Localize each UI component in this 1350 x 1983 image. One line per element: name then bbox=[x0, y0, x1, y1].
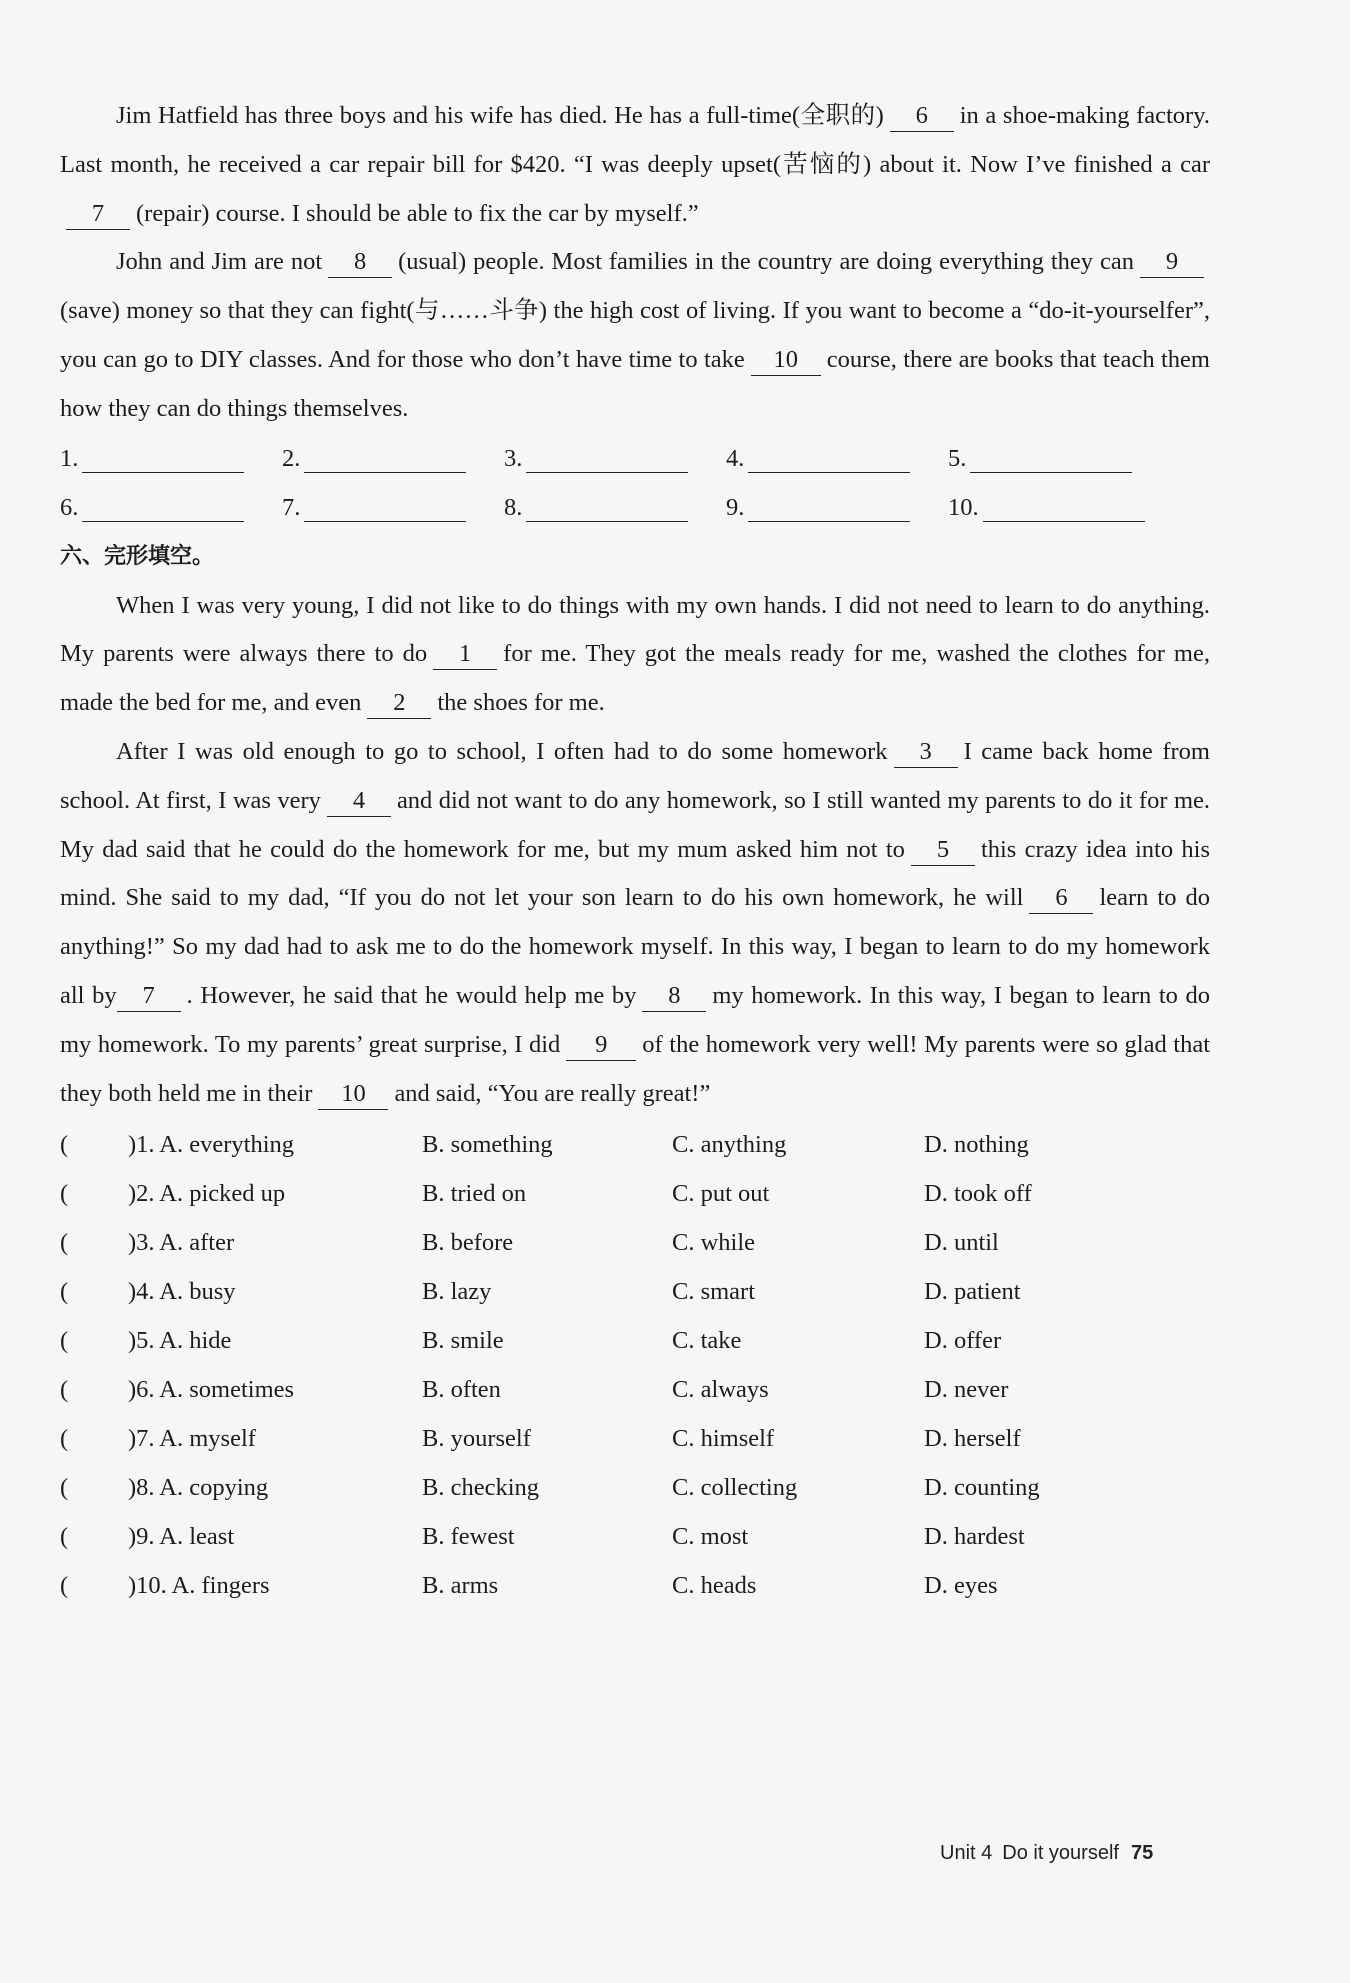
option-c[interactable]: C. collecting bbox=[672, 1473, 798, 1501]
cloze-text: of the homework very well! My parents were so glad that they both held me in their bbox=[60, 1030, 1210, 1107]
page-footer bbox=[940, 1842, 1153, 1865]
option-b[interactable]: B. arms bbox=[422, 1571, 499, 1599]
cloze-paragraph-2 bbox=[60, 728, 1210, 1118]
cloze-paragraph-1 bbox=[60, 582, 1210, 728]
cloze-blank-7: 7 bbox=[117, 981, 181, 1012]
answer-number: 5. bbox=[948, 444, 967, 472]
option-d[interactable]: D. eyes bbox=[924, 1571, 998, 1599]
passage-text: (repair) course. I should be able to fix the car by myself.” bbox=[136, 199, 699, 227]
answer-number: 7. bbox=[282, 493, 301, 521]
footer-title: Do it yourself bbox=[1002, 1842, 1119, 1864]
option-d[interactable]: D. nothing bbox=[924, 1130, 1029, 1158]
option-d[interactable]: D. took off bbox=[924, 1179, 1032, 1207]
cloze-options bbox=[60, 1120, 1210, 1610]
option-b[interactable]: B. something bbox=[422, 1130, 553, 1158]
cloze-text: my homework. In this way, I began to learn to do my homework. To my parents’ great surprise, I did bbox=[60, 981, 1210, 1058]
cloze-text: learn to do anything!” So my dad had to ask me to do the homework myself. In this way, I began to learn to do my homework all by bbox=[60, 884, 1210, 1009]
cloze-blank-4: 4 bbox=[327, 786, 391, 817]
option-d[interactable]: D. offer bbox=[924, 1326, 1002, 1354]
option-b[interactable]: B. often bbox=[422, 1375, 501, 1403]
option-a[interactable]: )1. A. everything bbox=[128, 1130, 295, 1158]
option-c[interactable]: C. put out bbox=[672, 1179, 770, 1207]
question-stem bbox=[60, 1278, 422, 1306]
option-d[interactable]: D. never bbox=[924, 1375, 1009, 1403]
answer-line bbox=[304, 452, 466, 473]
passage-text: course, there are books that teach them how they can do things themselves. bbox=[60, 345, 1210, 422]
answer-slot[interactable] bbox=[726, 445, 948, 483]
answer-slot[interactable] bbox=[282, 494, 504, 532]
option-c[interactable]: C. himself bbox=[672, 1424, 775, 1452]
option-c[interactable]: C. most bbox=[672, 1522, 749, 1550]
option-c[interactable]: C. smart bbox=[672, 1277, 756, 1305]
answer-number: 6. bbox=[60, 493, 79, 521]
answer-number: 2. bbox=[282, 444, 301, 472]
cloze-blank-9: 9 bbox=[566, 1030, 636, 1061]
cloze-text: this crazy idea into his mind. She said to my dad, “If you do not let your son learn to do his own homework, he will bbox=[60, 835, 1210, 912]
cloze-text: When I was very young, I did not like to do things with my own hands. I did not need to learn to do anything. My parents were always there to do bbox=[60, 591, 1210, 668]
option-a[interactable]: )4. A. busy bbox=[128, 1277, 236, 1305]
section-title: 六、完形填空。 bbox=[60, 543, 215, 569]
passage-text: John and Jim are not bbox=[116, 248, 323, 276]
answer-paren[interactable]: ( bbox=[60, 1326, 69, 1354]
page-content bbox=[60, 92, 1210, 1610]
answer-slot[interactable] bbox=[948, 494, 1170, 532]
cloze-text: the shoes for me. bbox=[437, 689, 605, 717]
question-stem bbox=[60, 1180, 422, 1208]
answer-paren[interactable]: ( bbox=[60, 1375, 69, 1403]
option-c[interactable]: C. take bbox=[672, 1326, 742, 1354]
cloze-blank-1: 1 bbox=[433, 639, 497, 670]
cloze-text: and said, “You are really great!” bbox=[394, 1079, 711, 1107]
answer-row bbox=[60, 434, 1210, 483]
option-a[interactable]: )10. A. fingers bbox=[128, 1571, 270, 1599]
answer-number: 4. bbox=[726, 444, 745, 472]
cloze-text: for me. They got the meals ready for me, washed the clothes for me, made the bed for me, and even bbox=[60, 640, 1210, 717]
cloze-text: and did not want to do any homework, so I still wanted my parents to do it for me. My dad said that he could do the homework for me, but my mum asked him not to bbox=[60, 786, 1210, 863]
answer-paren[interactable]: ( bbox=[60, 1179, 69, 1207]
option-a[interactable]: )3. A. after bbox=[128, 1228, 235, 1256]
answer-lines bbox=[60, 434, 1210, 532]
option-row bbox=[60, 1365, 1210, 1414]
option-d[interactable]: D. herself bbox=[924, 1424, 1021, 1452]
question-stem bbox=[60, 1229, 422, 1257]
option-b[interactable]: B. checking bbox=[422, 1473, 540, 1501]
option-row bbox=[60, 1463, 1210, 1512]
answer-number: 8. bbox=[504, 493, 523, 521]
passage-text: in a shoe-making factory. Last month, he received a car repair bill for $420. “I was deeply upset(苦恼的) about it. Now I’ve finished a car bbox=[60, 102, 1210, 178]
blank-6: 6 bbox=[890, 101, 954, 132]
option-row bbox=[60, 1169, 1210, 1218]
passage-paragraph-1 bbox=[60, 92, 1210, 238]
option-d[interactable]: D. counting bbox=[924, 1473, 1040, 1501]
blank-8: 8 bbox=[328, 247, 392, 278]
option-a[interactable]: )9. A. least bbox=[128, 1522, 235, 1550]
footer-unit: Unit 4 bbox=[940, 1842, 993, 1864]
answer-line bbox=[82, 501, 244, 522]
answer-paren[interactable]: ( bbox=[60, 1522, 69, 1550]
blank-10: 10 bbox=[751, 345, 821, 376]
answer-slot[interactable] bbox=[60, 445, 282, 483]
passage-paragraph-2 bbox=[60, 238, 1210, 433]
cloze-text: . However, he said that he would help me by bbox=[186, 981, 637, 1009]
answer-line bbox=[748, 501, 910, 522]
answer-line bbox=[526, 501, 688, 522]
option-c[interactable]: C. always bbox=[672, 1375, 769, 1403]
answer-paren[interactable]: ( bbox=[60, 1228, 69, 1256]
passage-text: (usual) people. Most families in the country are doing everything they can bbox=[398, 248, 1134, 276]
cloze-blank-2: 2 bbox=[367, 688, 431, 719]
passage-text: (save) money so that they can fight(与……斗争) the high cost of living. If you want to become a “do-it-yourselfer”, you can go to DIY classes. And for those who don’t have time to take bbox=[60, 297, 1210, 373]
question-stem bbox=[60, 1572, 422, 1600]
question-stem bbox=[60, 1376, 422, 1404]
answer-slot[interactable] bbox=[282, 445, 504, 483]
question-stem bbox=[60, 1425, 422, 1453]
option-b[interactable]: B. smile bbox=[422, 1326, 504, 1354]
question-stem bbox=[60, 1474, 422, 1502]
option-c[interactable]: C. anything bbox=[672, 1130, 787, 1158]
answer-paren[interactable]: ( bbox=[60, 1571, 69, 1599]
option-a[interactable]: )5. A. hide bbox=[128, 1326, 232, 1354]
answer-line bbox=[748, 452, 910, 473]
option-c[interactable]: C. heads bbox=[672, 1571, 757, 1599]
option-d[interactable]: D. hardest bbox=[924, 1522, 1025, 1550]
option-b[interactable]: B. lazy bbox=[422, 1277, 492, 1305]
option-c[interactable]: C. while bbox=[672, 1228, 756, 1256]
answer-paren[interactable]: ( bbox=[60, 1277, 69, 1305]
answer-number: 9. bbox=[726, 493, 745, 521]
option-b[interactable]: B. before bbox=[422, 1228, 514, 1256]
question-stem bbox=[60, 1327, 422, 1355]
answer-line bbox=[970, 452, 1132, 473]
option-row bbox=[60, 1316, 1210, 1365]
answer-slot[interactable] bbox=[726, 494, 948, 532]
option-row bbox=[60, 1512, 1210, 1561]
cloze-blank-10: 10 bbox=[318, 1079, 388, 1110]
answer-paren[interactable]: ( bbox=[60, 1424, 69, 1452]
answer-slot[interactable] bbox=[504, 445, 726, 483]
cloze-text: After I was old enough to go to school, I often had to do some homework bbox=[116, 737, 888, 765]
option-a[interactable]: )8. A. copying bbox=[128, 1473, 269, 1501]
option-row bbox=[60, 1267, 1210, 1316]
option-a[interactable]: )6. A. sometimes bbox=[128, 1375, 295, 1403]
cloze-blank-8: 8 bbox=[642, 981, 706, 1012]
cloze-blank-5: 5 bbox=[911, 835, 975, 866]
answer-line bbox=[304, 501, 466, 522]
answer-number: 10. bbox=[948, 493, 979, 521]
option-b[interactable]: B. yourself bbox=[422, 1424, 531, 1452]
answer-row bbox=[60, 483, 1210, 532]
option-row bbox=[60, 1561, 1210, 1610]
passage-text: Jim Hatfield has three boys and his wife has died. He has a full-time(全职的) bbox=[116, 102, 884, 129]
option-b[interactable]: B. fewest bbox=[422, 1522, 515, 1550]
option-a[interactable]: )2. A. picked up bbox=[128, 1179, 286, 1207]
option-a[interactable]: )7. A. myself bbox=[128, 1424, 256, 1452]
option-d[interactable]: D. until bbox=[924, 1228, 999, 1256]
option-d[interactable]: D. patient bbox=[924, 1277, 1021, 1305]
answer-number: 3. bbox=[504, 444, 523, 472]
answer-number: 1. bbox=[60, 444, 79, 472]
answer-slot[interactable] bbox=[948, 445, 1170, 483]
answer-paren[interactable]: ( bbox=[60, 1130, 69, 1158]
answer-line bbox=[526, 452, 688, 473]
question-stem bbox=[60, 1131, 422, 1159]
option-row bbox=[60, 1120, 1210, 1169]
answer-slot[interactable] bbox=[504, 494, 726, 532]
cloze-blank-3: 3 bbox=[894, 737, 958, 768]
answer-line bbox=[82, 452, 244, 473]
cloze-blank-6: 6 bbox=[1029, 883, 1093, 914]
blank-9: 9 bbox=[1140, 247, 1204, 278]
blank-7: 7 bbox=[66, 199, 130, 230]
option-row bbox=[60, 1218, 1210, 1267]
option-b[interactable]: B. tried on bbox=[422, 1179, 527, 1207]
answer-line bbox=[983, 501, 1145, 522]
page-number: 75 bbox=[1130, 1842, 1154, 1864]
cloze-text: I came back home from school. At first, I was very bbox=[60, 737, 1210, 814]
option-row bbox=[60, 1414, 1210, 1463]
question-stem bbox=[60, 1523, 422, 1551]
answer-paren[interactable]: ( bbox=[60, 1473, 69, 1501]
answer-slot[interactable] bbox=[60, 494, 282, 532]
